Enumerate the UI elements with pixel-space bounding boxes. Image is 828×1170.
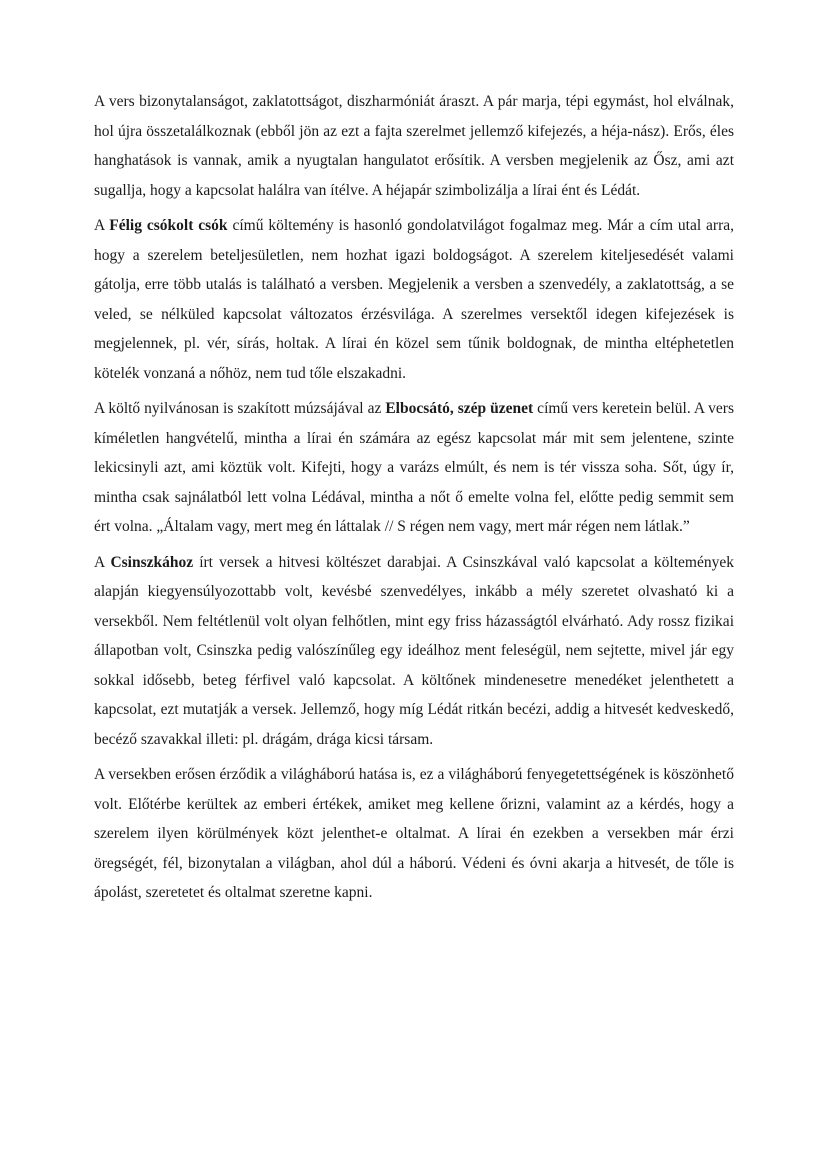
text-run: A	[94, 553, 111, 571]
bold-text-run: Csinszkához	[110, 553, 194, 571]
paragraph	[94, 394, 734, 542]
text-run: A költő nyilvánosan is szakított múzsájával az	[94, 400, 386, 417]
paragraph	[94, 211, 734, 388]
bold-text-run: Félig csókolt csók	[109, 217, 228, 234]
paragraph	[94, 87, 734, 205]
paragraph	[94, 548, 734, 755]
document-text-block	[94, 87, 734, 914]
text-run: A versekben erősen érződik a világháború hatása is, ez a világháború fenyegetettségének is köszönhető volt. Előtérbe kerültek az emberi értékek, amiket meg kellene őrizni, valamint az a kérdés, hogy a szerelem ilyen körülmények közt jelenthet-e oltalmat. A lírai én ezekben a versekben már érzi öregségét, fél, bizonytalan a világban, ahol dúl a háború. Védeni és óvni akarja a hitvesét, de tőle is ápolást, szeretetet és oltalmat szeretne kapni.	[94, 766, 734, 901]
text-run: című vers keretein belül. A vers kíméletlen hangvételű, mintha a lírai én számára az egész kapcsolat már mit sem jelentene, szinte lekicsinyli azt, ami köztük volt. Kifejti, hogy a varázs elmúlt, és nem is tér vissza soha. Sőt, úgy ír, mintha csak sajnálatból lett volna Lédával, mintha a nőt ő emelte volna fel, előtte pedig semmit sem ért volna. „Általam vagy, mert meg én láttalak // S régen nem vagy, mert már régen nem látlak.”	[94, 400, 734, 535]
text-run: című költemény is hasonló gondolatvilágot fogalmaz meg. Már a cím utal arra, hogy a szerelem beteljesületlen, nem hozhat igazi boldogságot. A szerelem kiteljesedését valami gátolja, erre több utalás is található a versben. Megjelenik a versben a szenvedély, a zaklatottság, a se veled, se nélküled kapcsolat változatos érzésvilága. A szerelmes versektől idegen kifejezések is megjelennek, pl. vér, sírás, holtak. A lírai én közel sem tűnik boldognak, de mintha eltéphetetlen kötelék vonzaná a nőhöz, nem tud tőle elszakadni.	[94, 217, 734, 382]
bold-text-run: Elbocsátó, szép üzenet	[385, 400, 534, 417]
text-run: írt versek a hitvesi költészet darabjai. A Csinszkával való kapcsolat a költemények alapján kiegyensúlyozottabb volt, kevésbé szenvedélyes, inkább a mély szeretet olvasható ki a versekből. Nem feltétlenül volt olyan felhőtlen, mint egy friss házasságtól elvárható. Ady rossz fizikai állapotban volt, Csinszka pedig valószínűleg egy ideálhoz ment feleségül, nem sejtette, mivel jár egy sokkal idősebb, beteg férfivel való kapcsolat. A költőnek mindenesetre menedéket jelenthetett a kapcsolat, ezt mutatják a versek. Jellemző, hogy míg Lédát ritkán becézi, addig a hitvesét kedveskedő, becéző szavakkal illeti: pl. drágám, drága kicsi társam.	[94, 553, 734, 748]
text-run: A	[94, 217, 110, 234]
paragraph	[94, 760, 734, 908]
text-run: A vers bizonytalanságot, zaklatottságot, diszharmóniát áraszt. A pár marja, tépi egymást, hol elválnak, hol újra összetalálkoznak (ebből jön az ezt a fajta szerelmet jellemző kifejezés, a héja-nász). Erős, éles hanghatások is vannak, amik a nyugtalan hangulatot erősítik. A versben megjelenik az Ősz, ami azt sugallja, hogy a kapcsolat halálra van ítélve. A héjapár szimbolizálja a lírai ént és Lédát.	[94, 93, 734, 199]
